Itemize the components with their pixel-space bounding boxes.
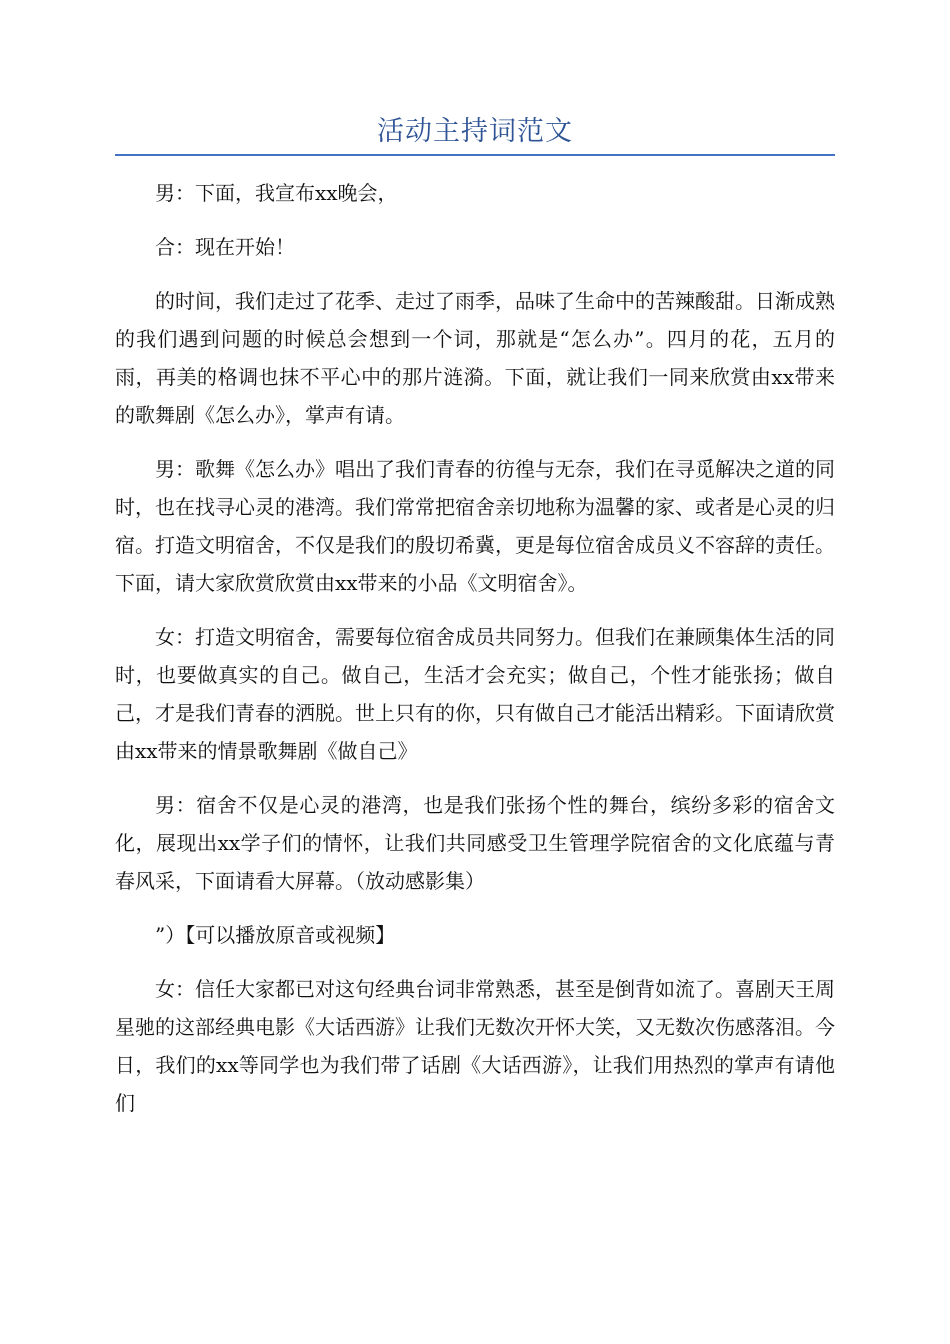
paragraph-6: 男：宿舍不仅是心灵的港湾，也是我们张扬个性的舞台，缤纷多彩的宿舍文化，展现出xx学子们的情怀，让我们共同感受卫生管理学院宿舍的文化底蕴与青春风采，下面请看大屏幕。（放动感影集）: [115, 793, 835, 893]
paragraph-8: 女：信任大家都已对这句经典台词非常熟悉，甚至是倒背如流了。喜剧天王周星驰的这部经典电影《大话西游》让我们无数次开怀大笑，又无数次伤感落泪。今日，我们的xx等同学也为我们带了话剧《大话西游》，让我们用热烈的掌声有请他们: [115, 977, 835, 1115]
paragraph-3: 的时间，我们走过了花季、走过了雨季，品味了生命中的苦辣酸甜。日渐成熟的我们遇到问题的时候总会想到一个词，那就是“怎么办”。四月的花，五月的雨，再美的格调也抹不平心中的那片涟漪。下面，就让我们一同来欣赏由xx带来的歌舞剧《怎么办》，掌声有请。: [115, 289, 835, 427]
document-body: [115, 174, 835, 1138]
document-title: 活动主持词范文: [377, 116, 573, 147]
paragraph-1: 男：下面，我宣布xx晚会，: [155, 181, 398, 205]
paragraph-2: 合：现在开始！: [155, 235, 295, 259]
title-underline: [115, 154, 835, 156]
paragraph-4: 男：歌舞《怎么办》唱出了我们青春的彷徨与无奈，我们在寻觅解决之道的同时，也在找寻心灵的港湾。我们常常把宿舍亲切地称为温馨的家、或者是心灵的归宿。打造文明宿舍，不仅是我们的殷切希冀，更是每位宿舍成员义不容辞的责任。下面，请大家欣赏欣赏由xx带来的小品《文明宿舍》。: [115, 457, 835, 595]
paragraph-5: 女：打造文明宿舍，需要每位宿舍成员共同努力。但我们在兼顾集体生活的同时，也要做真实的自己。做自己，生活才会充实；做自己，个性才能张扬；做自己，才是我们青春的洒脱。世上只有的你，只有做自己才能活出精彩。下面请欣赏由xx带来的情景歌舞剧《做自己》: [115, 625, 835, 763]
paragraph-7: ”）【可以播放原音或视频】: [155, 923, 396, 947]
